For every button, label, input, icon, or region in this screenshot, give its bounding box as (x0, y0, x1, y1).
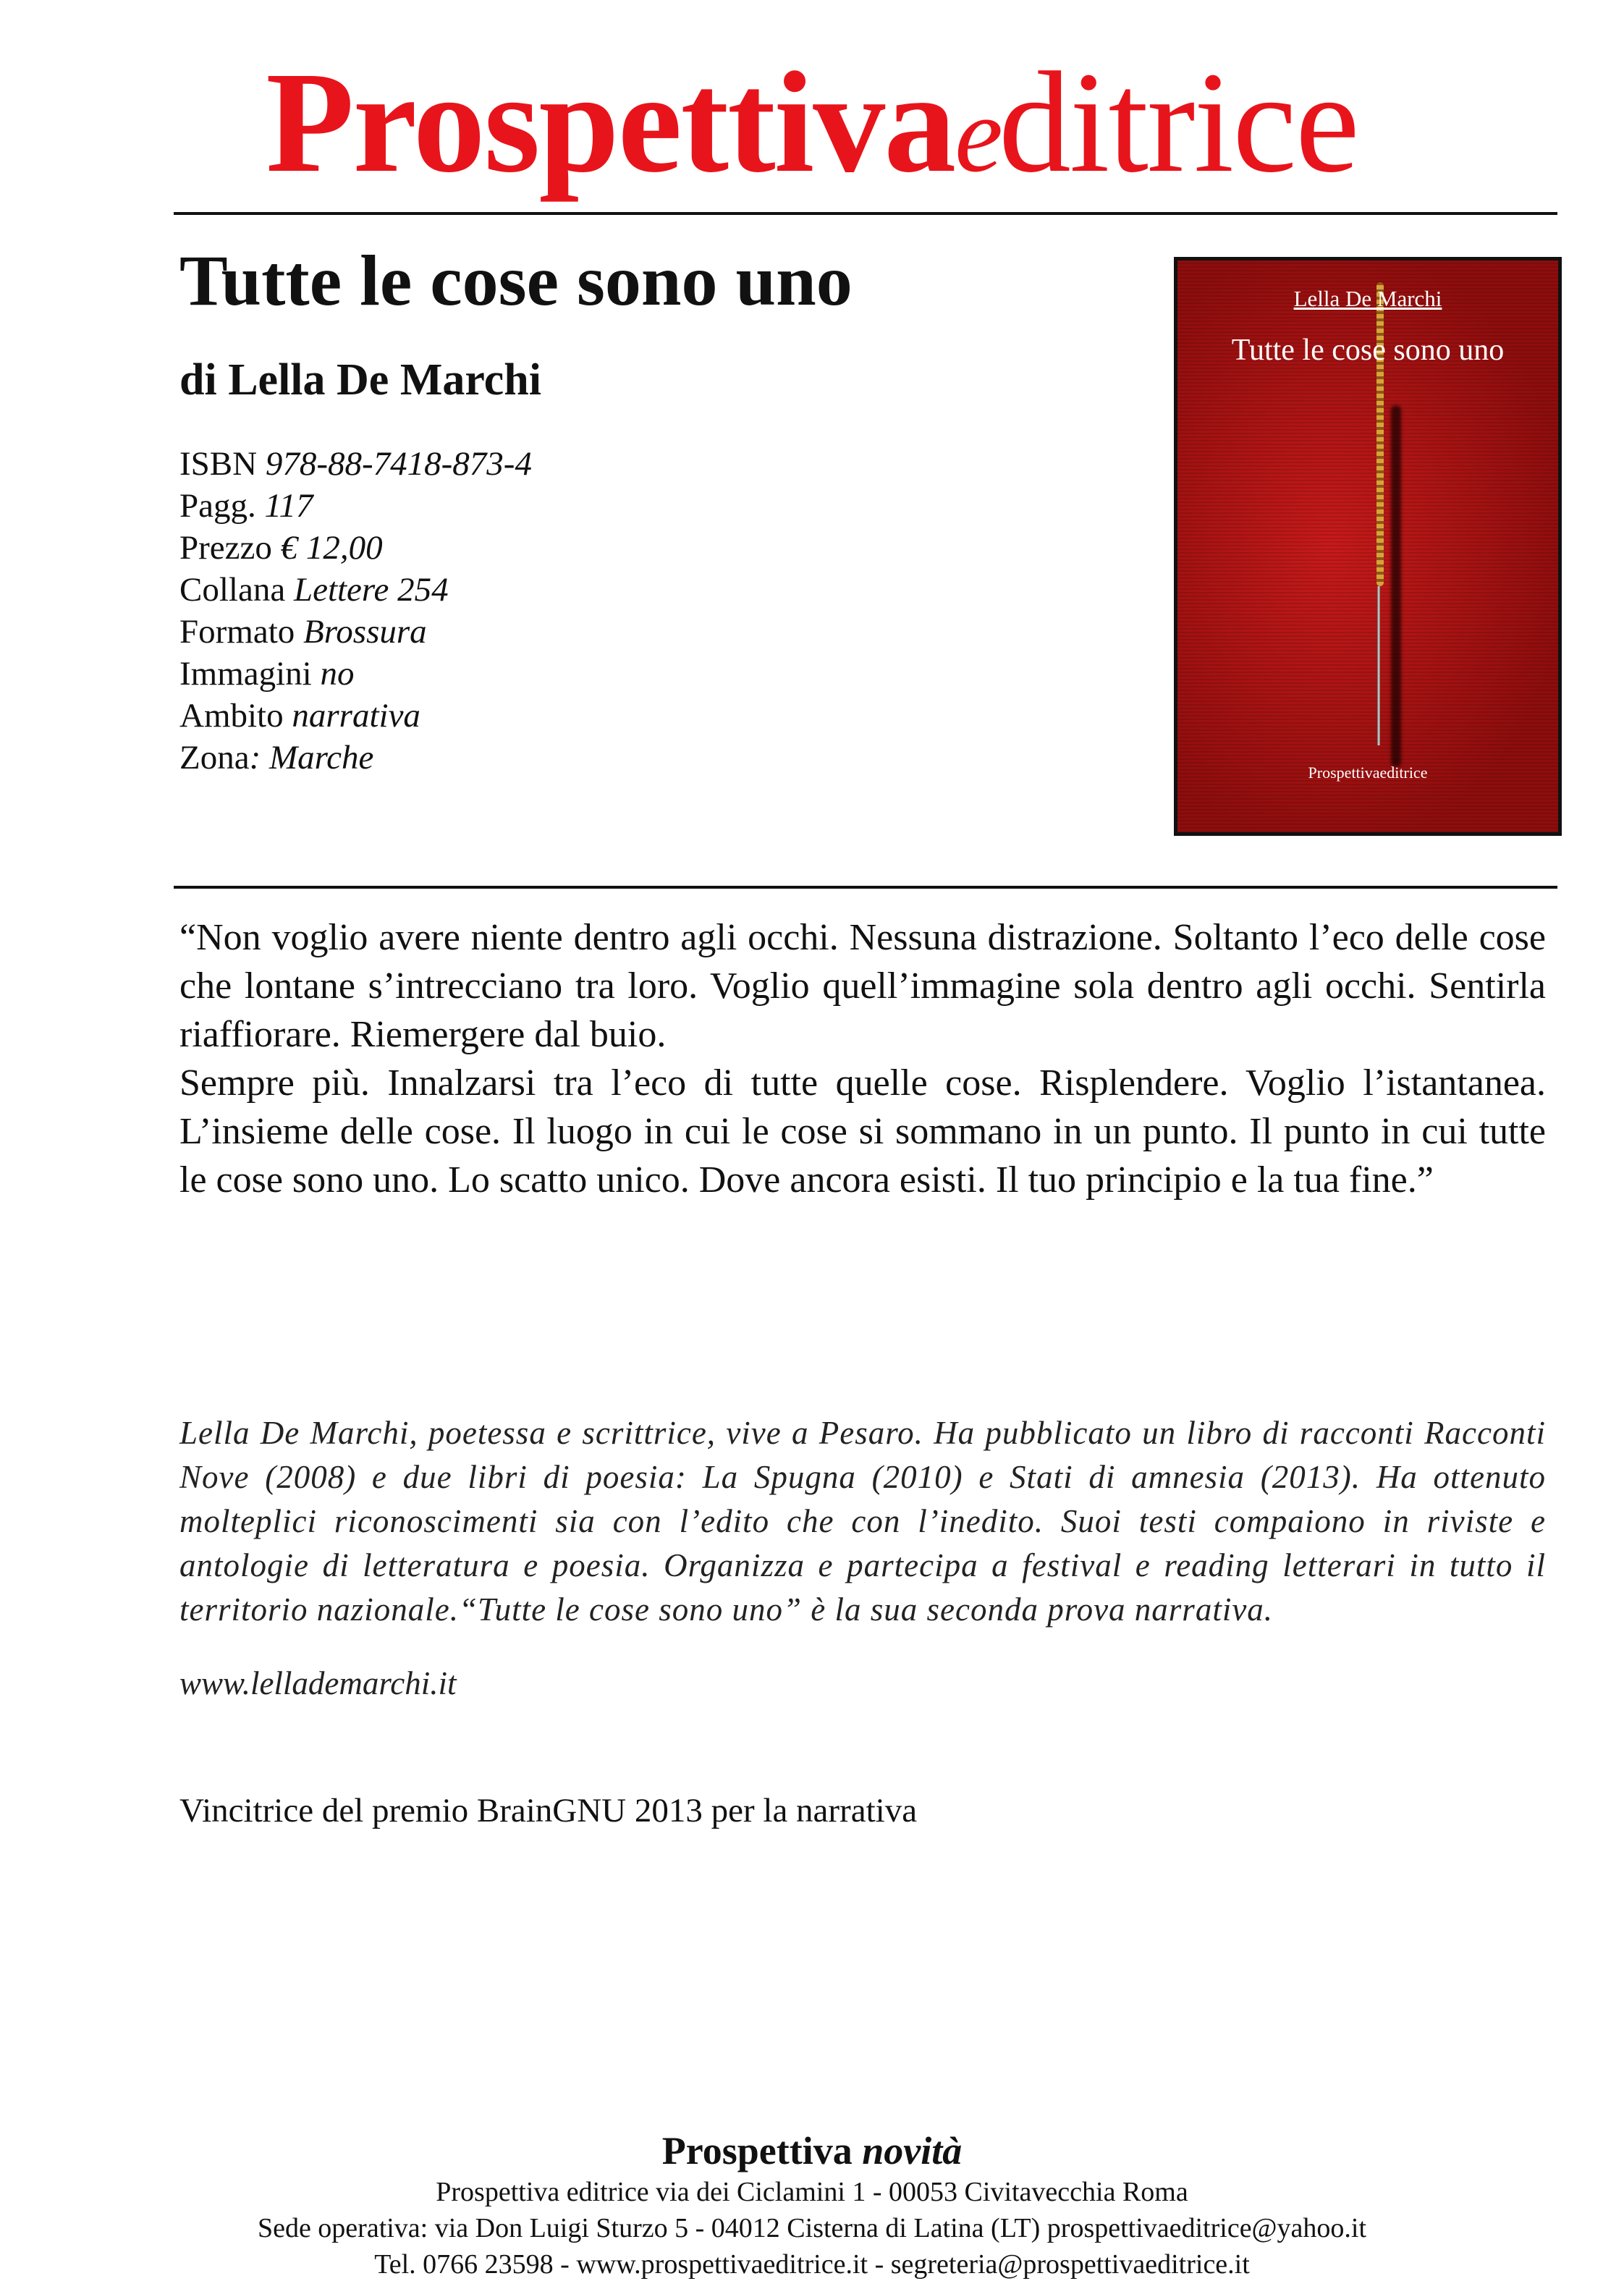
excerpt-paragraph: Sempre più. Innalzarsi tra l’eco di tutte quelle cose. Risplendere. Voglio l’istantanea. L’insieme delle cose. Il luogo in cui le cose si sommano in un punto. Il punto in cui tutte le cose sono uno. Lo scatto unico. Dove ancora esisti. Il tuo principio e la tua fine.” (179, 1062, 1546, 1201)
book-title: Tutte le cose sono uno (179, 240, 853, 321)
meta-isbn: ISBN 978-88-7418-873-4 (179, 445, 532, 483)
book-excerpt (179, 913, 1546, 1204)
footer-office: Sede operativa: via Don Luigi Sturzo 5 - 04012 Cisterna di Latina (LT) prospettivaeditrice@yahoo.it (257, 2213, 1367, 2243)
middle-divider (174, 886, 1557, 889)
meta-price: Prezzo € 12,00 (179, 529, 383, 567)
book-metadata (179, 443, 532, 779)
footer-address: Prospettiva editrice via dei Ciclamini 1 - 00053 Civitavecchia Roma (436, 2177, 1188, 2207)
logo-bold: Prospettiva (266, 43, 955, 203)
author-website-link[interactable]: www.lellademarchi.it (179, 1665, 457, 1701)
top-divider (174, 212, 1557, 215)
footer (0, 2128, 1624, 2282)
book-cover-image (1174, 257, 1562, 836)
excerpt-paragraph: “Non voglio avere niente dentro agli occhi. Nessuna distrazione. Soltanto l’eco delle cose che lontane s’intrecciano tra loro. Voglio quell’immagine sola dentro agli occhi. Sentirla riaffiorare. Riemergere dal buio. (179, 917, 1546, 1055)
author-bio: Lella De Marchi, poetessa e scrittrice, vive a Pesaro. Ha pubblicato un libro di racconti Racconti Nove (2008) e due libri di poesia: La Spugna (2010) e Stati di amnesia (2013). Ha ottenuto molteplici riconoscimenti sia con l’edito che con l’inedito. Suoi testi compaiono in riviste e antologie di letteratura e poesia. Organizza e partecipa a festival e reading letterari in tutto il territorio nazionale.“Tutte le cose sono uno” è la sua seconda prova narrativa. (179, 1415, 1546, 1628)
cover-thread (1376, 282, 1384, 586)
publisher-logo (0, 43, 1624, 203)
book-author: di Lella De Marchi (179, 355, 541, 405)
cover-needle (1377, 586, 1380, 745)
cover-author: Lella De Marchi (1293, 286, 1442, 311)
meta-series: Collana Lettere 254 (179, 571, 449, 609)
logo-rest: ditrice (998, 43, 1358, 203)
logo-e: e (955, 75, 999, 195)
cover-shadow (1391, 405, 1401, 767)
meta-images: Immagini no (179, 655, 355, 693)
footer-contacts: Tel. 0766 23598 - www.prospettivaeditrice.it - segreteria@prospettivaeditrice.it (374, 2249, 1250, 2280)
meta-format: Formato Brossura (179, 613, 427, 651)
meta-scope: Ambito narrativa (179, 697, 420, 735)
meta-pages: Pagg. 117 (179, 487, 313, 525)
footer-title: Prospettiva novità (661, 2129, 963, 2172)
cover-publisher: Prospettivaeditrice (1308, 763, 1428, 782)
cover-title: Tutte le cose sono uno (1231, 334, 1505, 367)
meta-zone: Zona: Marche (179, 739, 374, 777)
prize-note: Vincitrice del premio BrainGNU 2013 per la narrativa (179, 1792, 918, 1829)
